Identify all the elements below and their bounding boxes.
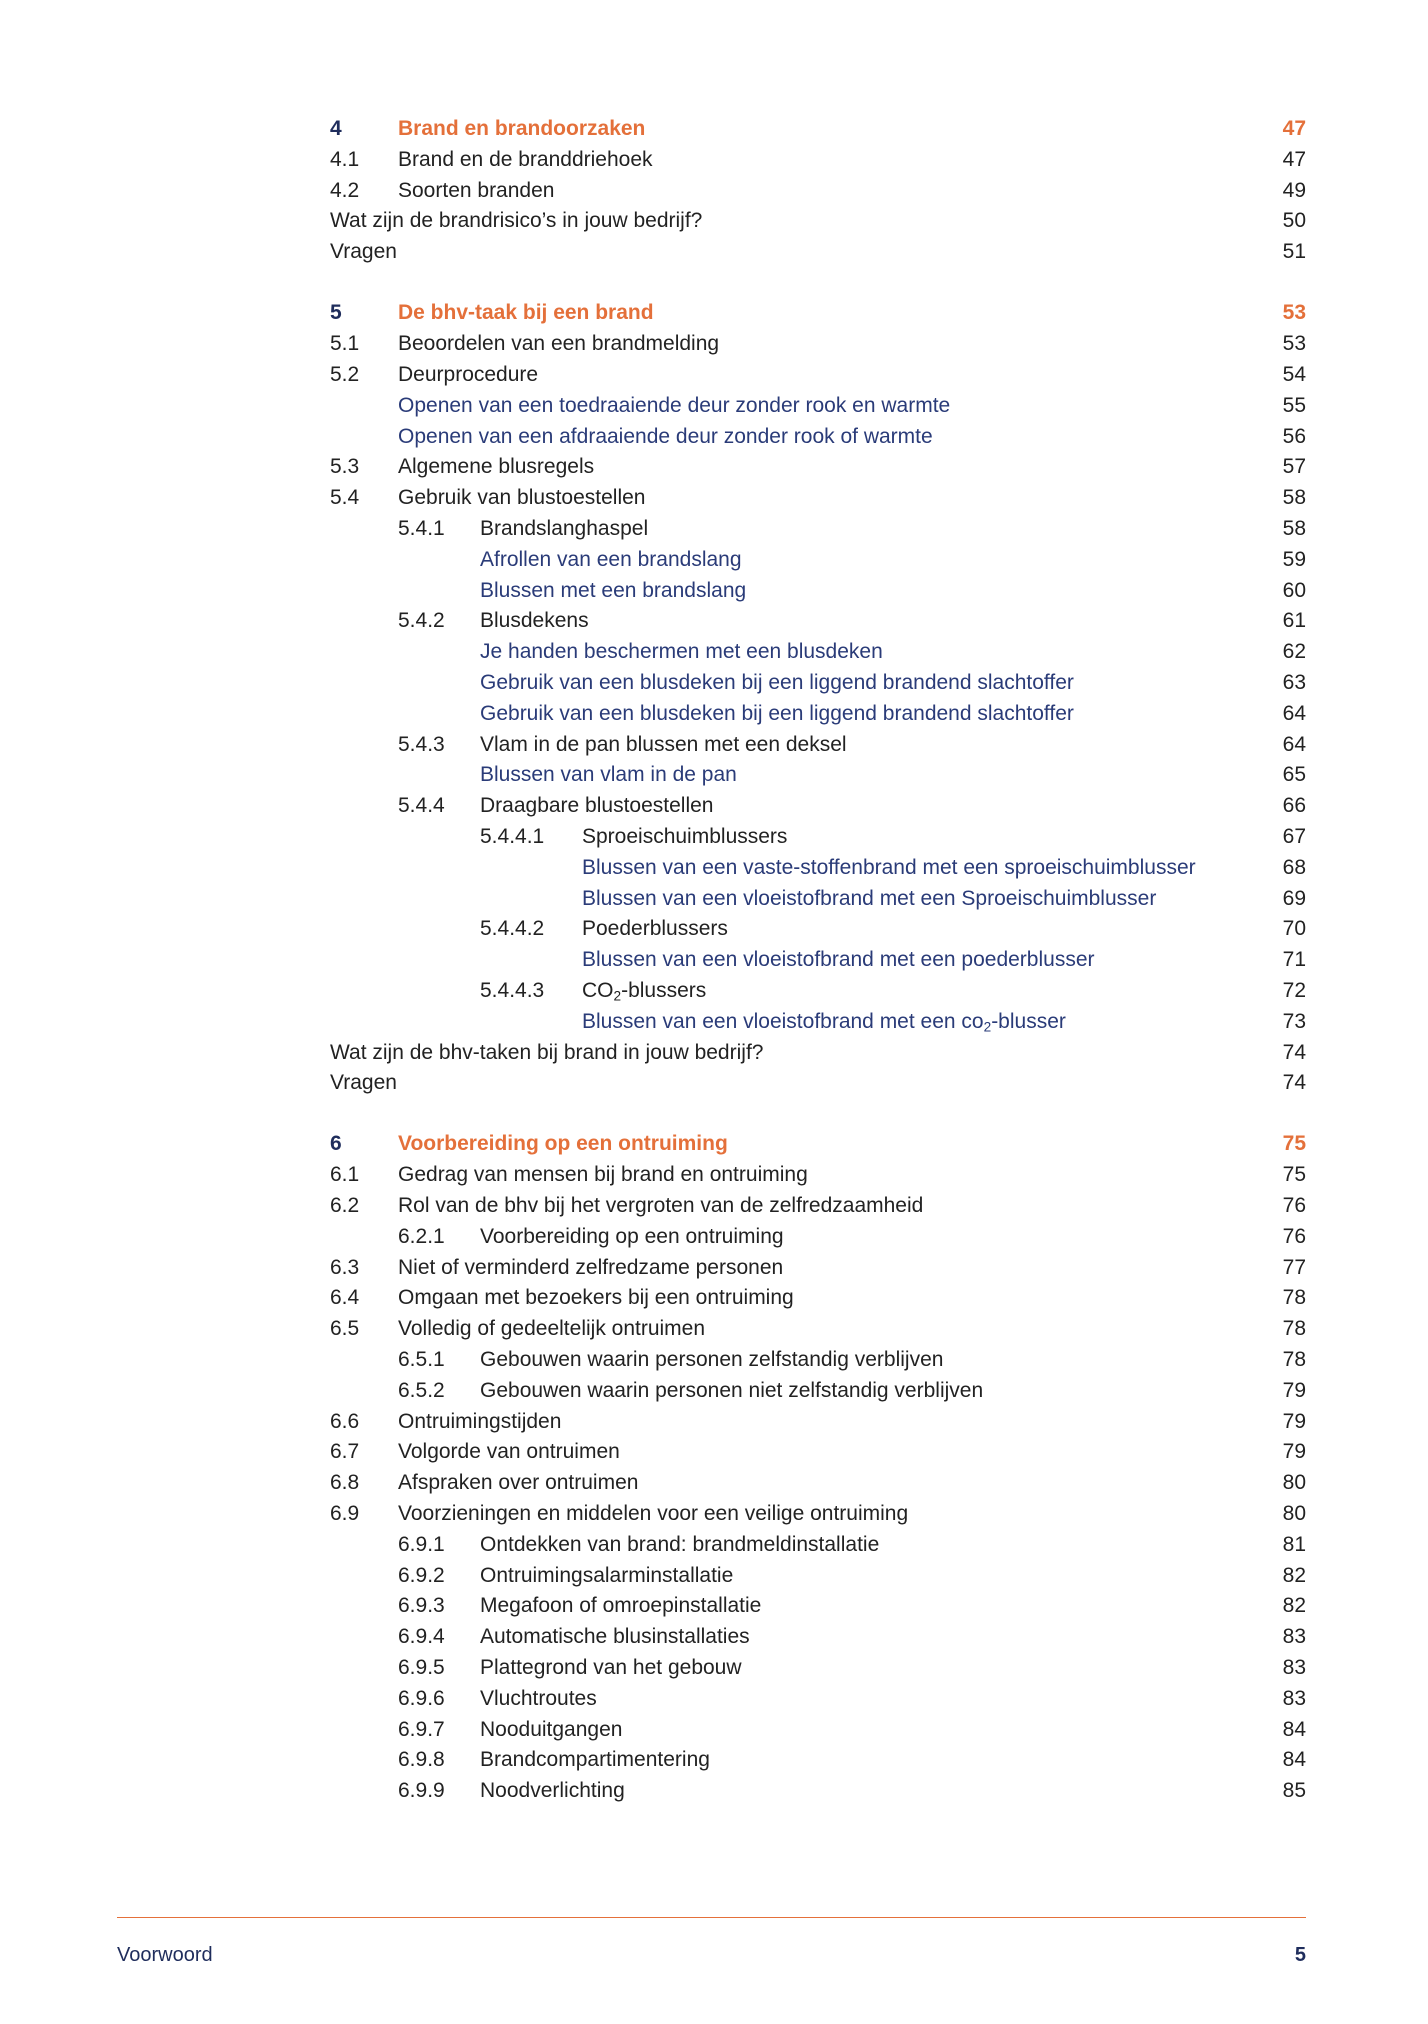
toc-entry-title: Beoordelen van een brandmelding (398, 332, 720, 356)
toc-entry-page: 63 (1282, 670, 1306, 694)
toc-entry-number: 5.3 (330, 455, 360, 479)
toc-entry-number: 6.9.7 (398, 1717, 445, 1741)
toc-entry-page: 80 (1282, 1471, 1306, 1495)
toc-entry-title: Brand en de branddriehoek (398, 147, 653, 171)
toc-entry-row (330, 1499, 1306, 1530)
toc-entry-title: Brandslanghaspel (480, 516, 649, 540)
toc-entry-row (330, 1068, 1306, 1099)
toc-entry-number: 5.4 (330, 486, 360, 510)
toc-entry-title: Niet of verminderd zelfredzame personen (398, 1255, 784, 1279)
toc-entry-row (330, 1561, 1306, 1592)
toc-entry-number: 5.4.4.1 (480, 824, 545, 848)
toc-entry-page: 74 (1282, 1040, 1306, 1064)
toc-entry-title: Blussen van vlam in de pan (480, 763, 737, 787)
toc-entry-page: 83 (1282, 1625, 1306, 1649)
toc-entry-row (330, 699, 1306, 730)
toc-entry-page: 82 (1282, 1563, 1306, 1587)
toc-entry-number: 6.9 (330, 1502, 360, 1526)
toc-entry-row (330, 1684, 1306, 1715)
toc-entry-title: Afrollen van een brandslang (480, 547, 742, 571)
toc-entry-row (330, 730, 1306, 761)
toc-entry-page: 53 (1282, 332, 1306, 356)
toc-entry-title: Brand en brandoorzaken (398, 117, 646, 140)
toc-entry-page: 61 (1282, 609, 1306, 633)
toc-entry-title: Voorzieningen en middelen voor een veilige ontruiming (398, 1502, 909, 1526)
toc-entry-title: Rol van de bhv bij het vergroten van de zelfredzaamheid (398, 1194, 924, 1218)
toc-entry-page: 78 (1282, 1348, 1306, 1372)
toc-entry-page: 72 (1282, 978, 1306, 1002)
toc-entry-number: 6.8 (330, 1471, 360, 1495)
toc-entry-number: 6.7 (330, 1440, 360, 1464)
toc-entry-page: 75 (1282, 1132, 1306, 1156)
toc-entry-page: 54 (1282, 362, 1306, 386)
toc-entry-title: Openen van een afdraaiende deur zonder rook of warmte (398, 424, 933, 448)
toc-entry-title: Poederblussers (582, 917, 728, 941)
toc-entry-page: 64 (1282, 732, 1306, 756)
toc-entry-page: 47 (1282, 117, 1306, 140)
toc-entry-page: 64 (1282, 701, 1306, 725)
toc-entry-number: 5.4.2 (398, 609, 445, 633)
toc-entry-row (330, 1468, 1306, 1499)
toc-entry-row (330, 176, 1306, 207)
toc-entry-row (330, 760, 1306, 791)
toc-entry-page: 79 (1282, 1409, 1306, 1433)
toc-entry-page: 78 (1282, 1317, 1306, 1341)
toc-entry-row (330, 452, 1306, 483)
toc-chapter-row (330, 298, 1306, 329)
toc-entry-title: Blussen met een brandslang (480, 578, 747, 602)
toc-entry-number: 6.9.8 (398, 1748, 445, 1772)
toc-entry-title: Gebouwen waarin personen zelfstandig verblijven (480, 1348, 944, 1372)
toc-entry-row (330, 1715, 1306, 1746)
toc-entry-title: Blusdekens (480, 609, 589, 633)
toc-entry-number: 5.4.4.3 (480, 978, 545, 1002)
toc-entry-title: Blussen van een vloeistofbrand met een Sproeischuimblusser (582, 886, 1157, 910)
toc-entry-page: 79 (1282, 1378, 1306, 1402)
toc-entry-row (330, 668, 1306, 699)
toc-entry-title: Deurprocedure (398, 362, 539, 386)
toc-entry-number: 5.4.1 (398, 516, 445, 540)
toc-entry-number: 6.5.2 (398, 1378, 445, 1402)
toc-entry-number: 6.9.5 (398, 1656, 445, 1680)
toc-entry-title: Openen van een toedraaiende deur zonder rook en warmte (398, 393, 951, 417)
toc-entry-title: Blussen van een vloeistofbrand met een $co_2$-blusser (582, 1009, 1066, 1035)
toc-entry-title: Automatische blusinstallaties (480, 1625, 750, 1649)
toc-entry-number: 6.9.6 (398, 1686, 445, 1710)
toc-entry-title: Volgorde van ontruimen (398, 1440, 620, 1464)
toc-entry-title: Draagbare blustoestellen (480, 794, 714, 818)
footer-section-title: Voorwoord (117, 1944, 213, 1966)
toc-entry-title: Voorbereiding op een ontruiming (480, 1224, 784, 1248)
toc-entry-row (330, 483, 1306, 514)
toc-entry-number: 5.2 (330, 362, 360, 386)
toc-entry-row (330, 1407, 1306, 1438)
toc-entry-number: 6.2.1 (398, 1224, 445, 1248)
toc-chapter-row (330, 1129, 1306, 1160)
toc-entry-title: Vlam in de pan blussen met een deksel (480, 732, 847, 756)
toc-entry-row (330, 1653, 1306, 1684)
toc-entry-title: Ontruimingsalarminstallatie (480, 1563, 734, 1587)
toc-entry-row (330, 791, 1306, 822)
toc-entry-page: 84 (1282, 1748, 1306, 1772)
toc-entry-row (330, 1591, 1306, 1622)
table-of-contents (330, 114, 1306, 1807)
footer-page-number: 5 (1294, 1944, 1306, 1966)
toc-entry-number: 5 (330, 301, 342, 325)
toc-entry-row (330, 422, 1306, 453)
toc-entry-title: Voorbereiding op een ontruiming (398, 1132, 728, 1156)
toc-entry-page: 51 (1282, 240, 1306, 264)
toc-entry-row (330, 576, 1306, 607)
toc-entry-row (330, 976, 1306, 1007)
toc-entry-row (330, 360, 1306, 391)
toc-entry-title: Plattegrond van het gebouw (480, 1656, 742, 1680)
toc-entry-page: 50 (1282, 209, 1306, 233)
toc-entry-row (330, 206, 1306, 237)
toc-entry-title: Volledig of gedeeltelijk ontruimen (398, 1317, 706, 1341)
toc-entry-title: Sproeischuimblussers (582, 824, 788, 848)
toc-entry-page: 58 (1282, 516, 1306, 540)
toc-entry-row (330, 1038, 1306, 1069)
toc-entry-title: Algemene blusregels (398, 455, 595, 479)
toc-entry-title: Wat zijn de bhv-taken bij brand in jouw bedrijf? (330, 1040, 764, 1064)
toc-entry-row (330, 1191, 1306, 1222)
toc-entry-title: Blussen van een vaste-stoffenbrand met een sproeischuimblusser (582, 855, 1196, 879)
toc-chapter-row (330, 114, 1306, 145)
toc-entry-title: Gedrag van mensen bij brand en ontruiming (398, 1163, 808, 1187)
toc-entry-row (330, 1160, 1306, 1191)
toc-entry-title: Nooduitgangen (480, 1717, 623, 1741)
toc-entry-row (330, 545, 1306, 576)
toc-entry-row (330, 822, 1306, 853)
toc-entry-row (330, 1283, 1306, 1314)
toc-entry-title: Vragen (330, 240, 397, 264)
toc-entry-page: 74 (1282, 1071, 1306, 1095)
toc-entry-row (330, 945, 1306, 976)
toc-entry-number: 6 (330, 1132, 342, 1156)
toc-entry-number: 6.4 (330, 1286, 360, 1310)
toc-entry-page: 62 (1282, 640, 1306, 664)
toc-entry-page: 80 (1282, 1502, 1306, 1526)
toc-entry-page: 82 (1282, 1594, 1306, 1618)
toc-entry-row (330, 1222, 1306, 1253)
toc-entry-row (330, 329, 1306, 360)
toc-entry-page: 83 (1282, 1656, 1306, 1680)
toc-entry-number: 5.4.4 (398, 794, 445, 818)
toc-entry-title: Vragen (330, 1071, 397, 1095)
toc-entry-row (330, 853, 1306, 884)
toc-entry-page: 85 (1282, 1779, 1306, 1803)
toc-entry-page: 60 (1282, 578, 1306, 602)
toc-entry-row (330, 1376, 1306, 1407)
toc-entry-page: 71 (1282, 948, 1306, 972)
toc-entry-page: 75 (1282, 1163, 1306, 1187)
toc-entry-page: 53 (1282, 301, 1306, 325)
toc-entry-number: 5.4.3 (398, 732, 445, 756)
toc-entry-number: 4 (330, 117, 342, 140)
toc-entry-page: 47 (1282, 147, 1306, 171)
toc-entry-title: De bhv-taak bij een brand (398, 301, 654, 325)
toc-entry-page: 49 (1282, 178, 1306, 202)
toc-entry-row (330, 1314, 1306, 1345)
toc-entry-title: Noodverlichting (480, 1779, 625, 1803)
toc-entry-row (330, 1345, 1306, 1376)
toc-entry-row (330, 514, 1306, 545)
toc-entry-page: 73 (1282, 1009, 1306, 1033)
toc-entry-page: 78 (1282, 1286, 1306, 1310)
toc-entry-number: 6.9.9 (398, 1779, 445, 1803)
toc-entry-number: 6.9.1 (398, 1532, 445, 1556)
toc-entry-number: 5.1 (330, 332, 360, 356)
toc-entry-page: 70 (1282, 917, 1306, 941)
toc-entry-row (330, 914, 1306, 945)
toc-entry-number: 6.5 (330, 1317, 360, 1341)
toc-entry-number: 6.9.4 (398, 1625, 445, 1649)
toc-entry-title: Gebouwen waarin personen niet zelfstandig verblijven (480, 1378, 984, 1402)
toc-entry-row (330, 1776, 1306, 1807)
toc-entry-number: 4.2 (330, 178, 360, 202)
toc-entry-title: Gebruik van een blusdeken bij een liggend brandend slachtoffer (480, 670, 1074, 694)
toc-entry-page: 67 (1282, 824, 1306, 848)
toc-entry-page: 65 (1282, 763, 1306, 787)
toc-entry-title: Soorten branden (398, 178, 555, 202)
toc-entry-row (330, 1437, 1306, 1468)
toc-entry-number: 6.5.1 (398, 1348, 445, 1372)
toc-entry-row (330, 1622, 1306, 1653)
toc-entry-title: Je handen beschermen met een blusdeken (480, 640, 883, 664)
toc-entry-number: 4.1 (330, 147, 360, 171)
toc-entry-title: Wat zijn de brandrisico’s in jouw bedrijf? (330, 209, 703, 233)
toc-entry-number: 6.2 (330, 1194, 360, 1218)
toc-entry-title: Gebruik van een blusdeken bij een liggend brandend slachtoffer (480, 701, 1074, 725)
toc-entry-row (330, 606, 1306, 637)
toc-entry-row (330, 237, 1306, 268)
toc-entry-row (330, 1007, 1306, 1038)
toc-entry-row (330, 1530, 1306, 1561)
toc-entry-page: 76 (1282, 1194, 1306, 1218)
toc-entry-row (330, 1253, 1306, 1284)
toc-entry-page: 83 (1282, 1686, 1306, 1710)
toc-entry-title: Vluchtroutes (480, 1686, 597, 1710)
toc-entry-page: 84 (1282, 1717, 1306, 1741)
toc-entry-number: 6.6 (330, 1409, 360, 1433)
toc-entry-page: 81 (1282, 1532, 1306, 1556)
toc-entry-number: 6.3 (330, 1255, 360, 1279)
toc-entry-row (330, 637, 1306, 668)
toc-entry-page: 58 (1282, 486, 1306, 510)
toc-entry-number: 6.9.3 (398, 1594, 445, 1618)
toc-entry-title: Afspraken over ontruimen (398, 1471, 639, 1495)
toc-entry-title: Blussen van een vloeistofbrand met een poederblusser (582, 948, 1095, 972)
toc-entry-page: 55 (1282, 393, 1306, 417)
toc-entry-page: 69 (1282, 886, 1306, 910)
toc-entry-title: Brandcompartimentering (480, 1748, 710, 1772)
toc-entry-title: Gebruik van blustoestellen (398, 486, 646, 510)
toc-entry-title: Megafoon of omroepinstallatie (480, 1594, 762, 1618)
toc-entry-page: 59 (1282, 547, 1306, 571)
toc-entry-page: 68 (1282, 855, 1306, 879)
toc-entry-page: 76 (1282, 1224, 1306, 1248)
toc-entry-title: $CO_2$-blussers (582, 978, 707, 1004)
toc-entry-row (330, 145, 1306, 176)
toc-entry-title: Ontruimingstijden (398, 1409, 562, 1433)
toc-entry-title: Omgaan met bezoekers bij een ontruiming (398, 1286, 794, 1310)
toc-entry-number: 6.1 (330, 1163, 360, 1187)
toc-entry-row (330, 1745, 1306, 1776)
toc-entry-row (330, 391, 1306, 422)
toc-entry-page: 56 (1282, 424, 1306, 448)
toc-entry-row (330, 884, 1306, 915)
toc-entry-page: 77 (1282, 1255, 1306, 1279)
toc-entry-title: Ontdekken van brand: brandmeldinstallatie (480, 1532, 880, 1556)
footer-divider (117, 1917, 1306, 1918)
toc-entry-page: 79 (1282, 1440, 1306, 1464)
toc-entry-page: 66 (1282, 794, 1306, 818)
toc-entry-page: 57 (1282, 455, 1306, 479)
toc-entry-number: 5.4.4.2 (480, 917, 545, 941)
toc-entry-number: 6.9.2 (398, 1563, 445, 1587)
